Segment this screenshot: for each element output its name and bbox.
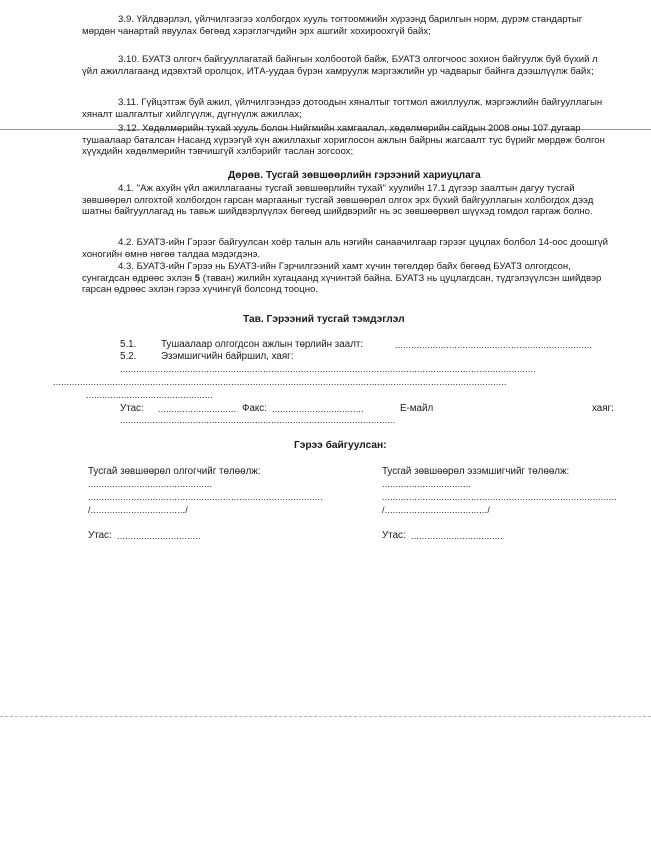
holder-phone-blank[interactable]: .................................. xyxy=(411,531,503,541)
clause-4-1: 4.1. "Аж ахуйн үйл ажиллагааны тусгай зөвшөөрлийн тухай" хуулийн 17.1 дүгээр заалтын дагуу тусгай зөвшөөрөл олгохтой холбогдон гарсан маргааныг тусгай зөвшөөрөл олгох эрх бүхий байгууллагын холбогдох дээд шатны байгууллагад нь тавьж шийдвэрлүүлэх бөгөөд шийдвэрийг нь эс зөвшөөрвөл шүүхэд гомдол гаргаж болно. xyxy=(82,183,594,218)
scan-bottom-line xyxy=(0,716,651,717)
issuer-blank-1[interactable]: .............................................. xyxy=(88,479,213,489)
clause-4-3-text-a: 4.3. БУАТЗ-ийн Гэрээ нь БУАТЗ-ийн Гэрчилгээний хамт хүчин төгөлдөр байх бөгөөд БУАТЗ олгогдсон, сунгагдсан өдрөөс эхлэн xyxy=(82,261,571,284)
fax-label: Факс: xyxy=(242,403,267,414)
signatures-heading: Гэрээ байгуулсан: xyxy=(294,440,387,451)
item-5-2-label: Эзэмшигчийн байршил, хаяг: xyxy=(161,351,294,362)
clause-3-11: 3.11. Гүйцэтгэж буй ажил, үйлчилгээндээ дотоодын хяналтыг тогтмол ажиллуулж, мэргэжлийн байгууллагын хяналт шалгалтыг хийлгүүлж, дүгнүүлж ажиллах; xyxy=(82,97,603,120)
holder-rep-title: Тусгай зөвшөөрөл эзэмшигчийг төлөөлж: xyxy=(382,466,570,477)
address-blank-line-1[interactable]: .......................................................................................................................................................... xyxy=(120,364,536,374)
section-4-heading: Дөрөв. Тусгай зөвшөөрлийн гэрээний хариуцлага xyxy=(228,170,481,181)
issuer-phone-blank[interactable]: ............................... xyxy=(117,531,201,541)
holder-blank-1[interactable]: ................................. xyxy=(382,479,472,489)
issuer-signature-blank[interactable]: /.................................../ xyxy=(88,505,188,515)
email-label: Е-майл xyxy=(400,403,434,414)
issuer-rep-title: Тусгай зөвшөөрөл олгогчийг төлөөлж: xyxy=(88,466,261,477)
address-blank-line-3[interactable]: ............................................... xyxy=(86,390,213,400)
item-5-2-number: 5.2. xyxy=(120,351,137,362)
clause-4-3 xyxy=(82,261,616,296)
clause-3-9: 3.9. Үйлдвэрлэл, үйлчилгээгээ холбогдох хууль тогтоомжийн хүрээнд барилгын норм, дүрэм стандартыг мөрдөн чанартай явуулах бөгөөд хэрэглэгчдийн эрх ашгийг хохироохгүй байх; xyxy=(82,14,583,37)
clause-4-3-text-b: (таван) жилийн хугацаанд хүчинтэй байна. БУАТЗ нь цуцлагдсан, түдгэлзүүлсэн шийдвэр гарсан өдрөөс эхлэн гэрээ хүчингүй болсонд тооцно. xyxy=(82,272,602,296)
address-blank-line-4[interactable]: ...................................................................................................... xyxy=(120,415,396,425)
holder-signature-blank[interactable]: /....................................../ xyxy=(382,505,491,515)
fax-blank[interactable]: .................................. xyxy=(272,404,364,414)
holder-blank-2[interactable]: ....................................................................................... xyxy=(382,492,617,502)
issuer-blank-2[interactable]: ....................................................................................... xyxy=(88,492,323,502)
address-label: хаяг: xyxy=(592,403,614,414)
item-5-1-label: Тушаалаар олгогдсон ажлын төрлийн заалт: xyxy=(161,339,364,350)
phone-blank[interactable]: ............................. xyxy=(158,404,237,414)
issuer-phone-label: Утас: xyxy=(88,530,112,541)
holder-phone-label: Утас: xyxy=(382,530,406,541)
item-5-1-blank[interactable]: ......................................................................... xyxy=(395,340,593,350)
clause-3-12: 3.12. Хөдөлмөрийн тухай хууль болон Нийгмийн хамгаалал, хөдөлмөрийн сайдын 2008 оны 107 дугаар тушаалаар баталсан Насанд хүрээгүй хүн ажиллахыг хориглосон ажлын байрны жагсаалт тус бүрийг мөрдөж болгон хүүхдийн хөдөлмөрийн тэвчишгүй хэлбэрийг таслан зогсоох; xyxy=(82,123,605,158)
clause-4-3-years: 5 xyxy=(194,272,201,284)
phone-label: Утас: xyxy=(120,403,144,414)
clause-3-10: 3.10. БУАТЗ олгогч байгууллагатай байнгын холбоотой байж, БУАТЗ олгогчоос зохион байгуулж буй бүхий л үйл ажиллагаанд идэвхтэй оролцох, ИТА-уудаа бүрэн хамруулж мэргэжлийн ур чадварыг байнга дээшлүүлж байх; xyxy=(82,54,598,77)
address-blank-line-2[interactable]: ........................................................................................................................................................................ xyxy=(53,377,507,387)
clause-4-2: 4.2. БУАТЗ-ийн Гэрээг байгуулсан хоёр талын аль нэгийн санаачилгаар гэрээг цуцлах болбол 14-оос доошгүй хоногийн өмнө нөгөө талдаа мэдэгдэнэ. xyxy=(82,237,609,260)
section-5-heading: Тав. Гэрээний тусгай тэмдэглэл xyxy=(243,314,405,325)
item-5-1-number: 5.1. xyxy=(120,339,137,350)
